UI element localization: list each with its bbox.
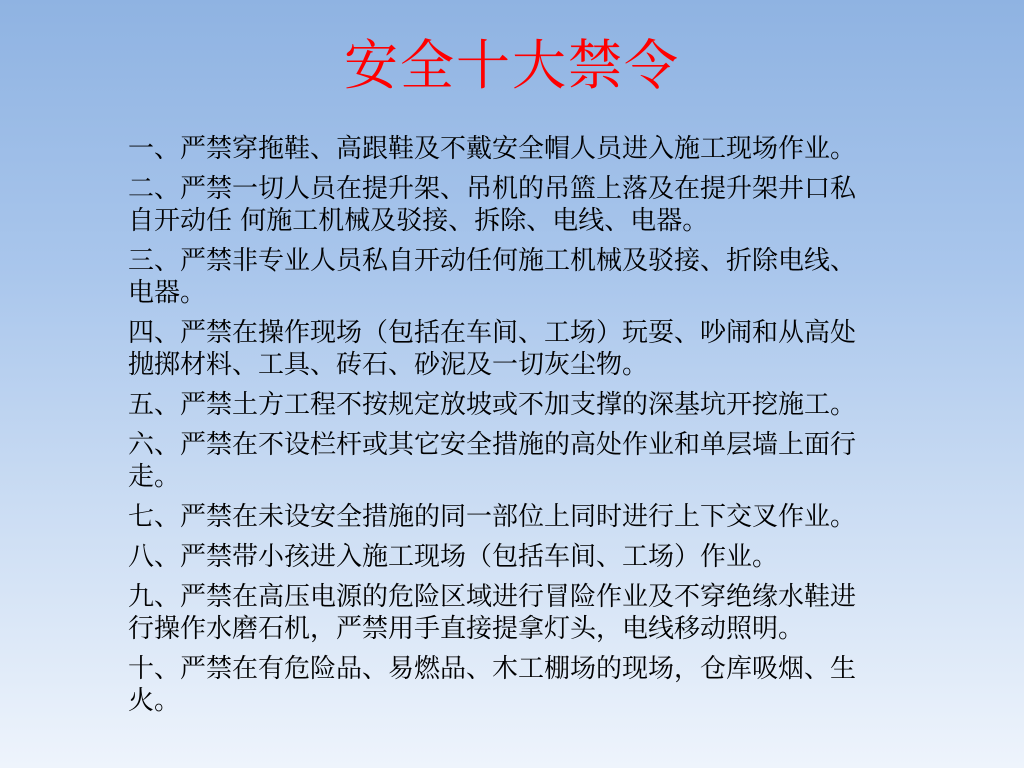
- rule-line: 走。: [128, 462, 181, 492]
- rule-line: 火。: [128, 686, 181, 716]
- rule-line: 二、严禁一切人员在提升架、吊机的吊篮上落及在提升架井口私: [128, 174, 857, 204]
- rule-item: [128, 541, 948, 573]
- rule-line: 抛掷材料、工具、砖石、砂泥及一切灰尘物。: [128, 350, 649, 380]
- rule-item: [128, 245, 948, 309]
- rule-item: [128, 133, 948, 165]
- rule-line: 三、严禁非专业人员私自开动任何施工机械及驳接、折除电线、: [128, 246, 857, 276]
- slide-title: 安全十大禁令: [344, 34, 680, 97]
- rule-item: [128, 389, 948, 421]
- rule-line: 四、严禁在操作现场（包括在车间、工场）玩耍、吵闹和从高处: [128, 318, 857, 348]
- rule-line: 七、严禁在未设安全措施的同一部位上同时进行上下交叉作业。: [128, 502, 857, 532]
- rule-line: 自开动任 何施工机械及驳接、拆除、电线、电器。: [128, 206, 709, 236]
- rule-line: 一、严禁穿拖鞋、高跟鞋及不戴安全帽人员进入施工现场作业。: [128, 134, 857, 164]
- rule-line: 电器。: [128, 278, 207, 308]
- rule-item: [128, 501, 948, 533]
- rule-item: [128, 317, 948, 381]
- rule-item: [128, 653, 948, 717]
- rule-line: 十、严禁在有危险品、易燃品、木工棚场的现场，仓库吸烟、生: [128, 654, 857, 684]
- rule-line: 八、严禁带小孩进入施工现场（包括车间、工场）作业。: [128, 542, 779, 572]
- rule-item: [128, 173, 948, 237]
- rule-item: [128, 581, 948, 645]
- rule-item: [128, 429, 948, 493]
- rules-list: [128, 133, 948, 725]
- rule-line: 五、严禁土方工程不按规定放坡或不加支撑的深基坑开挖施工。: [128, 390, 857, 420]
- rule-line: 六、严禁在不设栏杆或其它安全措施的高处作业和单层墙上面行: [128, 430, 857, 460]
- rule-line: 行操作水磨石机，严禁用手直接提拿灯头，电线移动照明。: [128, 614, 805, 644]
- rule-line: 九、严禁在高压电源的危险区域进行冒险作业及不穿绝缘水鞋进: [128, 582, 857, 612]
